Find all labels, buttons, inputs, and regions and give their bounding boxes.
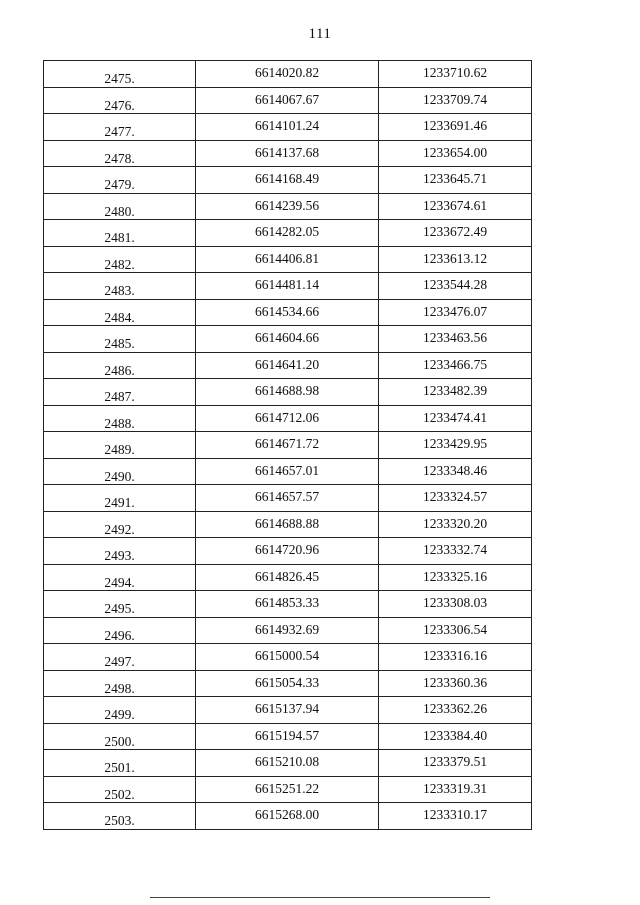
point-number-cell: 2503. [44,803,196,830]
x-coordinate-cell: 6614406.81 [196,246,379,273]
x-coordinate-cell: 6614168.49 [196,167,379,194]
table-row [44,697,532,724]
y-coordinate-cell: 1233319.31 [379,776,532,803]
x-coordinate-cell: 6615054.33 [196,670,379,697]
x-coordinate-cell: 6614641.20 [196,352,379,379]
y-coordinate-cell: 1233429.95 [379,432,532,459]
table-row [44,591,532,618]
x-coordinate-cell: 6614720.96 [196,538,379,565]
point-number-cell: 2485. [44,326,196,353]
table-row [44,87,532,114]
x-coordinate-cell: 6614671.72 [196,432,379,459]
y-coordinate-cell: 1233316.16 [379,644,532,671]
table-row [44,61,532,88]
y-coordinate-cell: 1233379.51 [379,750,532,777]
x-coordinate-cell: 6614101.24 [196,114,379,141]
x-coordinate-cell: 6614932.69 [196,617,379,644]
table-row [44,776,532,803]
x-coordinate-cell: 6615194.57 [196,723,379,750]
x-coordinate-cell: 6614481.14 [196,273,379,300]
x-coordinate-cell: 6615137.94 [196,697,379,724]
point-number-cell: 2480. [44,193,196,220]
x-coordinate-cell: 6614282.05 [196,220,379,247]
x-coordinate-cell: 6614657.57 [196,485,379,512]
y-coordinate-cell: 1233645.71 [379,167,532,194]
point-number-cell: 2494. [44,564,196,591]
x-coordinate-cell: 6614853.33 [196,591,379,618]
point-number-cell: 2484. [44,299,196,326]
point-number-cell: 2498. [44,670,196,697]
x-coordinate-cell: 6614657.01 [196,458,379,485]
table-row [44,538,532,565]
y-coordinate-cell: 1233332.74 [379,538,532,565]
point-number-cell: 2495. [44,591,196,618]
x-coordinate-cell: 6614020.82 [196,61,379,88]
coordinates-table [43,60,532,830]
table-row [44,750,532,777]
y-coordinate-cell: 1233310.17 [379,803,532,830]
table-row [44,326,532,353]
y-coordinate-cell: 1233362.26 [379,697,532,724]
point-number-cell: 2479. [44,167,196,194]
table-row [44,379,532,406]
point-number-cell: 2482. [44,246,196,273]
y-coordinate-cell: 1233324.57 [379,485,532,512]
point-number-cell: 2476. [44,87,196,114]
y-coordinate-cell: 1233325.16 [379,564,532,591]
point-number-cell: 2493. [44,538,196,565]
table-row [44,485,532,512]
y-coordinate-cell: 1233544.28 [379,273,532,300]
table-row [44,405,532,432]
x-coordinate-cell: 6614067.67 [196,87,379,114]
x-coordinate-cell: 6614534.66 [196,299,379,326]
point-number-cell: 2492. [44,511,196,538]
table-row [44,458,532,485]
table-row [44,644,532,671]
coordinates-table-body [44,61,532,830]
x-coordinate-cell: 6614239.56 [196,193,379,220]
table-row [44,220,532,247]
table-row [44,273,532,300]
point-number-cell: 2490. [44,458,196,485]
table-row [44,564,532,591]
y-coordinate-cell: 1233482.39 [379,379,532,406]
x-coordinate-cell: 6615268.00 [196,803,379,830]
y-coordinate-cell: 1233360.36 [379,670,532,697]
table-row [44,352,532,379]
y-coordinate-cell: 1233476.07 [379,299,532,326]
y-coordinate-cell: 1233672.49 [379,220,532,247]
y-coordinate-cell: 1233308.03 [379,591,532,618]
point-number-cell: 2489. [44,432,196,459]
x-coordinate-cell: 6614826.45 [196,564,379,591]
y-coordinate-cell: 1233348.46 [379,458,532,485]
table-row [44,299,532,326]
point-number-cell: 2496. [44,617,196,644]
point-number-cell: 2500. [44,723,196,750]
y-coordinate-cell: 1233463.56 [379,326,532,353]
point-number-cell: 2501. [44,750,196,777]
table-row [44,803,532,830]
point-number-cell: 2488. [44,405,196,432]
point-number-cell: 2477. [44,114,196,141]
point-number-cell: 2499. [44,697,196,724]
table-row [44,723,532,750]
x-coordinate-cell: 6614688.98 [196,379,379,406]
page-number: 111 [308,26,332,42]
table-row [44,167,532,194]
table-row [44,246,532,273]
y-coordinate-cell: 1233384.40 [379,723,532,750]
table-row [44,140,532,167]
x-coordinate-cell: 6614688.88 [196,511,379,538]
x-coordinate-cell: 6615210.08 [196,750,379,777]
y-coordinate-cell: 1233710.62 [379,61,532,88]
table-row [44,114,532,141]
point-number-cell: 2483. [44,273,196,300]
y-coordinate-cell: 1233466.75 [379,352,532,379]
page-bottom-rule [150,897,490,898]
y-coordinate-cell: 1233320.20 [379,511,532,538]
x-coordinate-cell: 6615251.22 [196,776,379,803]
table-row [44,670,532,697]
table-row [44,511,532,538]
x-coordinate-cell: 6614137.68 [196,140,379,167]
table-row [44,617,532,644]
table-row [44,432,532,459]
point-number-cell: 2486. [44,352,196,379]
x-coordinate-cell: 6614604.66 [196,326,379,353]
y-coordinate-cell: 1233474.41 [379,405,532,432]
table-row [44,193,532,220]
point-number-cell: 2478. [44,140,196,167]
y-coordinate-cell: 1233654.00 [379,140,532,167]
y-coordinate-cell: 1233691.46 [379,114,532,141]
point-number-cell: 2491. [44,485,196,512]
x-coordinate-cell: 6614712.06 [196,405,379,432]
y-coordinate-cell: 1233674.61 [379,193,532,220]
point-number-cell: 2487. [44,379,196,406]
point-number-cell: 2475. [44,61,196,88]
point-number-cell: 2497. [44,644,196,671]
point-number-cell: 2481. [44,220,196,247]
y-coordinate-cell: 1233306.54 [379,617,532,644]
y-coordinate-cell: 1233613.12 [379,246,532,273]
x-coordinate-cell: 6615000.54 [196,644,379,671]
point-number-cell: 2502. [44,776,196,803]
y-coordinate-cell: 1233709.74 [379,87,532,114]
